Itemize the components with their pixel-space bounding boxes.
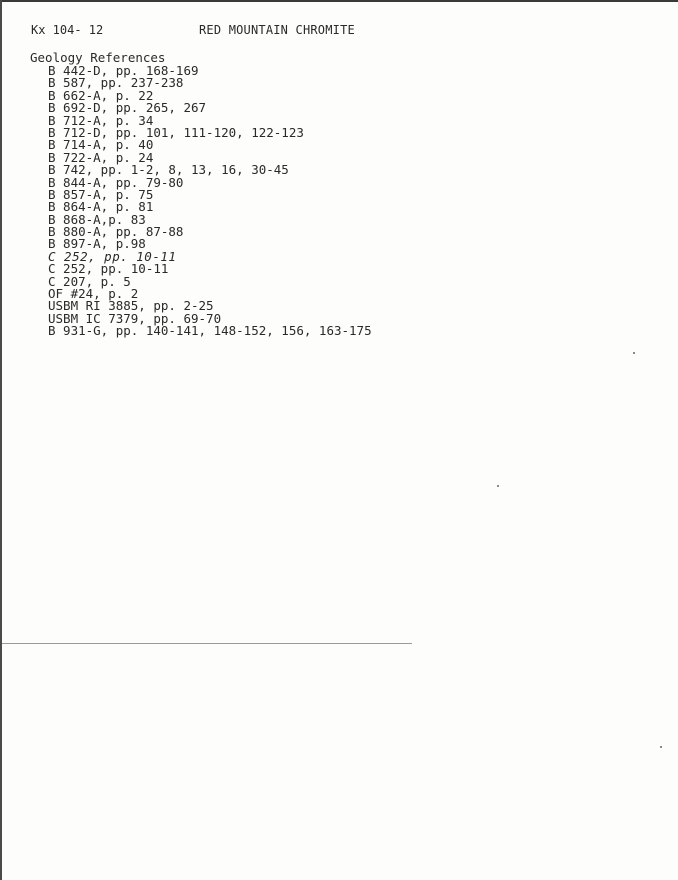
reference-item: B 722-A, p. 24 [48,149,154,165]
reference-item: B 857-A, p. 75 [48,186,154,202]
document-title: RED MOUNTAIN CHROMITE [199,23,355,37]
reference-item: USBM RI 3885, pp. 2-25 [48,298,214,314]
paper-speck [497,485,499,487]
reference-item: B 442-D, pp. 168-169 [48,63,199,78]
struck-out-reference: C 252, pp. 10-11 [48,248,177,264]
reference-item: B 712-D, pp. 101, 111-120, 122-123 [48,124,304,140]
reference-list [30,65,630,338]
section-heading: Geology References [30,50,166,65]
document-id: Kx 104- 12 [31,23,104,37]
reference-item: B 662-A, p. 22 [48,87,154,103]
reference-item: C 207, p. 5 [48,273,131,289]
reference-item: C 252, pp. 10-11 [48,261,169,277]
reference-item: B 897-A, p.98 [48,236,146,252]
reference-item: B 931-G, pp. 140-141, 148-152, 156, 163-175 [48,323,372,339]
paper-speck [660,746,662,748]
document-header [31,20,651,40]
horizontal-rule [2,643,412,644]
geology-references-section [30,51,630,338]
reference-item: B 864-A, p. 81 [48,199,154,215]
top-border [0,0,678,2]
left-border [0,0,2,880]
reference-item: B 844-A, pp. 79-80 [48,174,184,190]
reference-item: B 880-A, pp. 87-88 [48,224,184,240]
reference-item: USBM IC 7379, pp. 69-70 [48,310,222,326]
reference-item: B 714-A, p. 40 [48,137,154,153]
reference-item: B 587, pp. 237-238 [48,75,184,91]
reference-item: B 742, pp. 1-2, 8, 13, 16, 30-45 [48,162,289,178]
paper-speck [633,352,635,354]
reference-item: B 868-A,p. 83 [48,211,146,227]
reference-item: B 712-A, p. 34 [48,112,154,128]
reference-item: B 692-D, pp. 265, 267 [48,100,207,116]
reference-item: OF #24, p. 2 [48,286,139,302]
